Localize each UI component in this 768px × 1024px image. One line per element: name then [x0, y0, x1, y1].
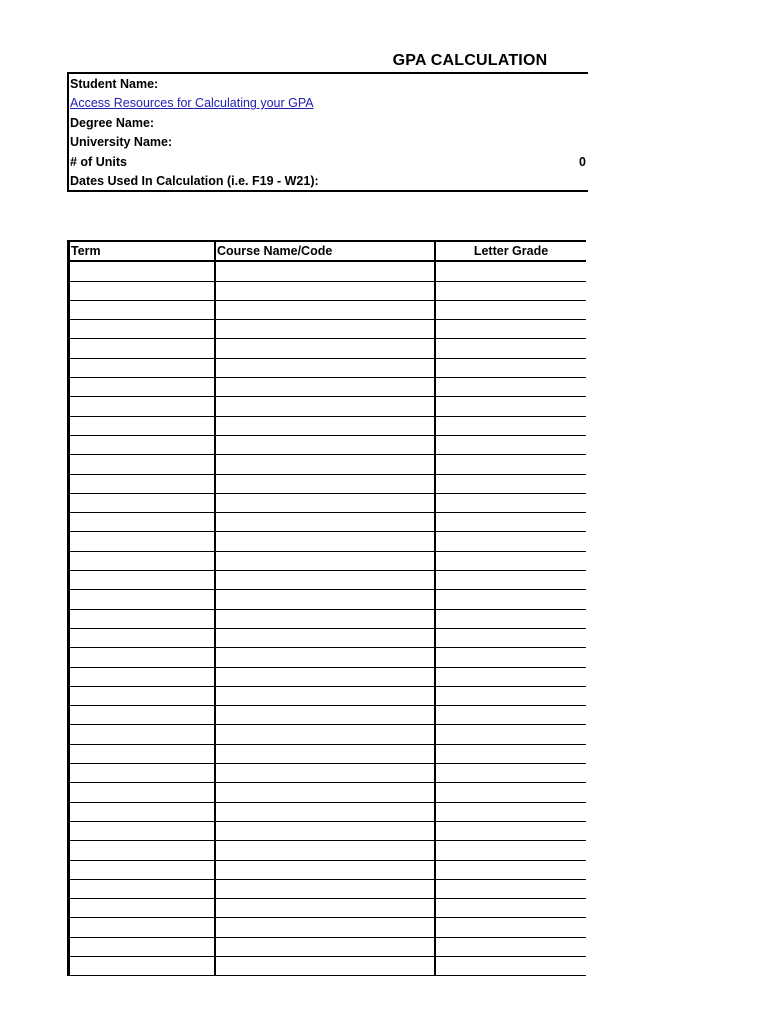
- table-row: [69, 879, 587, 898]
- table-row: [69, 628, 587, 647]
- term-cell[interactable]: [69, 783, 216, 802]
- table-row: [69, 320, 587, 339]
- letter-grade-cell[interactable]: [435, 686, 586, 705]
- term-cell[interactable]: [69, 879, 216, 898]
- table-row: [69, 956, 587, 975]
- university-name-label: University Name:: [70, 135, 173, 150]
- student-info-block: [67, 72, 588, 192]
- letter-grade-cell[interactable]: [435, 474, 586, 493]
- course-cell[interactable]: [215, 667, 435, 686]
- table-row: [69, 551, 587, 570]
- student-name-label: Student Name:: [70, 77, 159, 91]
- letter-grade-cell[interactable]: [435, 358, 586, 377]
- letter-grade-cell[interactable]: [435, 821, 586, 840]
- letter-grade-cell[interactable]: [435, 648, 586, 667]
- table-row: [69, 764, 587, 783]
- term-cell[interactable]: [69, 339, 216, 358]
- letter-grade-cell[interactable]: [435, 397, 586, 416]
- letter-grade-cell[interactable]: [435, 841, 586, 860]
- term-cell[interactable]: [69, 513, 216, 532]
- table-row: [69, 783, 587, 802]
- term-cell[interactable]: [69, 744, 216, 763]
- table-row: [69, 378, 587, 397]
- letter-grade-cell[interactable]: [435, 899, 586, 918]
- table-row: [69, 725, 587, 744]
- term-cell[interactable]: [69, 358, 216, 377]
- table-row: [69, 532, 587, 551]
- table-row: [69, 455, 587, 474]
- course-cell[interactable]: [215, 956, 435, 975]
- table-row: [69, 300, 587, 319]
- table-header-row: [69, 241, 587, 261]
- table-row: [69, 609, 587, 628]
- term-cell[interactable]: [69, 532, 216, 551]
- course-cell[interactable]: [215, 879, 435, 898]
- term-cell[interactable]: [69, 590, 216, 609]
- term-cell[interactable]: [69, 416, 216, 435]
- table-row: [69, 937, 587, 956]
- table-row: [69, 281, 587, 300]
- letter-grade-cell[interactable]: [435, 628, 586, 647]
- letter-grade-cell[interactable]: [435, 378, 586, 397]
- letter-grade-cell[interactable]: [435, 744, 586, 763]
- course-cell[interactable]: [215, 802, 435, 821]
- table-row: [69, 571, 587, 590]
- table-row: [69, 648, 587, 667]
- course-cell[interactable]: [215, 918, 435, 937]
- term-cell[interactable]: [69, 609, 216, 628]
- term-cell[interactable]: [69, 860, 216, 879]
- course-cell[interactable]: [215, 281, 435, 300]
- term-cell[interactable]: [69, 628, 216, 647]
- letter-grade-cell[interactable]: [435, 783, 586, 802]
- term-cell[interactable]: [69, 320, 216, 339]
- dates-label: Dates Used In Calculation (i.e. F19 - W21):: [70, 173, 319, 188]
- course-cell[interactable]: [215, 783, 435, 802]
- grade-table-body: [69, 261, 587, 975]
- course-cell[interactable]: [215, 744, 435, 763]
- table-row: [69, 397, 587, 416]
- course-cell[interactable]: [215, 648, 435, 667]
- term-cell[interactable]: [69, 937, 216, 956]
- course-cell[interactable]: [215, 493, 435, 512]
- course-cell[interactable]: [215, 474, 435, 493]
- table-row: [69, 358, 587, 377]
- course-cell[interactable]: [215, 821, 435, 840]
- term-cell[interactable]: [69, 667, 216, 686]
- letter-grade-cell[interactable]: [435, 493, 586, 512]
- course-cell[interactable]: [215, 513, 435, 532]
- course-cell[interactable]: [215, 397, 435, 416]
- course-cell[interactable]: [215, 378, 435, 397]
- letter-grade-cell[interactable]: [435, 802, 586, 821]
- table-row: [69, 435, 587, 454]
- table-row: [69, 744, 587, 763]
- letter-grade-cell[interactable]: [435, 435, 586, 454]
- term-cell[interactable]: [69, 261, 216, 281]
- resources-link-row: [69, 93, 588, 112]
- course-cell[interactable]: [215, 609, 435, 628]
- term-cell[interactable]: [69, 706, 216, 725]
- course-cell[interactable]: [215, 261, 435, 281]
- course-cell[interactable]: [215, 551, 435, 570]
- course-cell[interactable]: [215, 435, 435, 454]
- letter-grade-cell[interactable]: [435, 513, 586, 532]
- letter-grade-cell[interactable]: [435, 937, 586, 956]
- course-header: Course Name/Code: [215, 241, 435, 261]
- table-row: [69, 493, 587, 512]
- units-value: 0: [579, 154, 586, 169]
- letter-grade-cell[interactable]: [435, 956, 586, 975]
- table-row: [69, 706, 587, 725]
- term-cell[interactable]: [69, 899, 216, 918]
- letter-grade-cell[interactable]: [435, 300, 586, 319]
- term-cell[interactable]: [69, 571, 216, 590]
- course-cell[interactable]: [215, 320, 435, 339]
- units-label: # of Units: [70, 154, 127, 169]
- term-cell[interactable]: [69, 918, 216, 937]
- letter-grade-cell[interactable]: [435, 706, 586, 725]
- course-cell[interactable]: [215, 628, 435, 647]
- resources-link[interactable]: Access Resources for Calculating your GPA: [70, 96, 314, 111]
- letter-grade-cell[interactable]: [435, 320, 586, 339]
- term-cell[interactable]: [69, 764, 216, 783]
- term-cell[interactable]: [69, 551, 216, 570]
- term-cell[interactable]: [69, 686, 216, 705]
- course-cell[interactable]: [215, 899, 435, 918]
- letter-grade-cell[interactable]: [435, 571, 586, 590]
- course-cell[interactable]: [215, 686, 435, 705]
- table-row: [69, 474, 587, 493]
- letter-grade-cell[interactable]: [435, 667, 586, 686]
- term-cell[interactable]: [69, 378, 216, 397]
- letter-grade-cell[interactable]: [435, 764, 586, 783]
- table-row: [69, 416, 587, 435]
- term-cell[interactable]: [69, 435, 216, 454]
- term-cell[interactable]: [69, 802, 216, 821]
- course-cell[interactable]: [215, 416, 435, 435]
- letter-grade-cell[interactable]: [435, 455, 586, 474]
- table-row: [69, 590, 587, 609]
- letter-grade-cell[interactable]: [435, 551, 586, 570]
- term-cell[interactable]: [69, 474, 216, 493]
- letter-grade-cell[interactable]: [435, 416, 586, 435]
- course-cell[interactable]: [215, 358, 435, 377]
- table-row: [69, 918, 587, 937]
- term-header: Term: [69, 241, 216, 261]
- course-cell[interactable]: [215, 725, 435, 744]
- letter-grade-cell[interactable]: [435, 339, 586, 358]
- term-cell[interactable]: [69, 493, 216, 512]
- table-row: [69, 339, 587, 358]
- course-cell[interactable]: [215, 841, 435, 860]
- letter-grade-cell[interactable]: [435, 609, 586, 628]
- page-title: GPA CALCULATION: [392, 52, 548, 69]
- term-cell[interactable]: [69, 281, 216, 300]
- units-row: [69, 152, 588, 171]
- letter-grade-cell[interactable]: [435, 860, 586, 879]
- letter-grade-cell[interactable]: [435, 879, 586, 898]
- table-row: [69, 821, 587, 840]
- course-cell[interactable]: [215, 860, 435, 879]
- letter-grade-cell[interactable]: [435, 725, 586, 744]
- course-cell[interactable]: [215, 532, 435, 551]
- table-row: [69, 899, 587, 918]
- letter-grade-header: Letter Grade: [435, 241, 586, 261]
- table-row: [69, 667, 587, 686]
- course-cell[interactable]: [215, 455, 435, 474]
- table-row: [69, 686, 587, 705]
- term-cell[interactable]: [69, 821, 216, 840]
- term-cell[interactable]: [69, 841, 216, 860]
- degree-name-label: Degree Name:: [70, 115, 155, 130]
- table-row: [69, 860, 587, 879]
- letter-grade-cell[interactable]: [435, 261, 586, 281]
- course-cell[interactable]: [215, 937, 435, 956]
- table-row: [69, 802, 587, 821]
- letter-grade-cell[interactable]: [435, 918, 586, 937]
- term-cell[interactable]: [69, 648, 216, 667]
- course-cell[interactable]: [215, 339, 435, 358]
- table-row: [69, 513, 587, 532]
- letter-grade-cell[interactable]: [435, 281, 586, 300]
- term-cell[interactable]: [69, 725, 216, 744]
- term-cell[interactable]: [69, 956, 216, 975]
- letter-grade-cell[interactable]: [435, 532, 586, 551]
- term-cell[interactable]: [69, 397, 216, 416]
- term-cell[interactable]: [69, 300, 216, 319]
- course-cell[interactable]: [215, 590, 435, 609]
- course-cell[interactable]: [215, 571, 435, 590]
- table-row: [69, 841, 587, 860]
- table-row: [69, 261, 587, 281]
- course-cell[interactable]: [215, 300, 435, 319]
- course-cell[interactable]: [215, 706, 435, 725]
- course-cell[interactable]: [215, 764, 435, 783]
- term-cell[interactable]: [69, 455, 216, 474]
- letter-grade-cell[interactable]: [435, 590, 586, 609]
- grade-table: [67, 240, 586, 976]
